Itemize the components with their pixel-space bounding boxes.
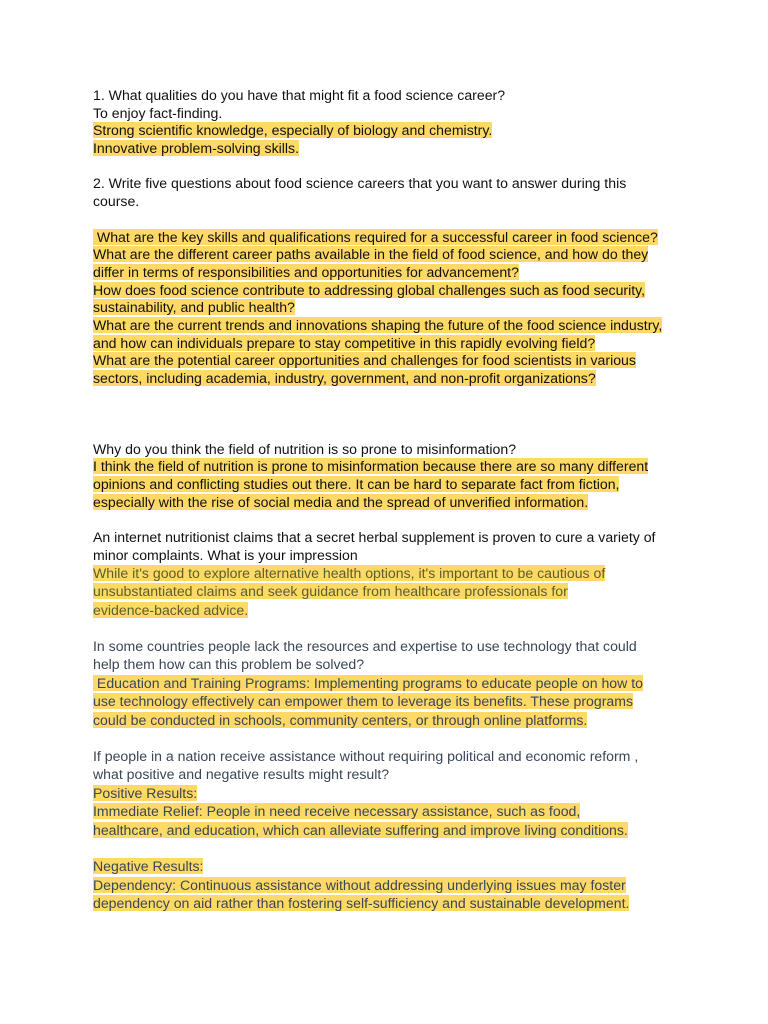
- q3-question: Why do you think the field of nutrition is so prone to misinformation?: [93, 440, 517, 457]
- q6-block: [93, 748, 693, 914]
- q1-question: 1. What qualities do you have that might fit a food science career?: [93, 87, 506, 103]
- q2-answer-line-8: What are the potential career opportunities and challenges for food scientists in various: [93, 352, 636, 369]
- q6-negative-line-1: Dependency: Continuous assistance without addressing underlying issues may foster: [93, 876, 626, 893]
- q5-answer-line-3: could be conducted in schools, community centers, or through online platforms.: [93, 711, 588, 728]
- q2-question-line-1: 2. Write five questions about food science careers that you want to answer during this: [93, 175, 627, 192]
- q6-question-line-1: If people in a nation receive assistance without requiring political and economic reform ,: [93, 747, 639, 764]
- q4-question-line-2: minor complaints. What is your impression: [93, 546, 358, 563]
- q5-question-line-1: In some countries people lack the resources and expertise to use technology that could: [93, 637, 637, 654]
- q5-answer-line-2: use technology effectively can empower them to leverage its benefits. These programs: [93, 693, 634, 710]
- q2-answer-line-4: How does food science contribute to addressing global challenges such as food security,: [93, 281, 646, 298]
- q2-answer-line-3: differ in terms of responsibilities and opportunities for advancement?: [93, 263, 519, 280]
- q3-answer-line-1: I think the field of nutrition is prone to misinformation because there are so many different: [93, 458, 649, 475]
- q2-block: [93, 175, 693, 387]
- q6-positive-line-2: healthcare, and education, which can alleviate suffering and improve living conditions.: [93, 821, 628, 838]
- q6-question-line-2: what positive and negative results might result?: [93, 766, 390, 783]
- q6-negative-heading: Negative Results:: [93, 858, 204, 875]
- q6-positive-line-1: Immediate Relief: People in need receive necessary assistance, such as food,: [93, 803, 581, 820]
- q1-answer-3: Innovative problem-solving skills.: [93, 140, 300, 157]
- q6-positive-heading: Positive Results:: [93, 784, 198, 801]
- q4-answer-line-2: unsubstantiated claims and seek guidance from healthcare professionals for: [93, 583, 568, 599]
- q3-answer-line-3: especially with the rise of social media and the spread of unverified information.: [93, 493, 589, 510]
- q2-answer-line-2: What are the different career paths available in the field of food science, and how do they: [93, 246, 649, 263]
- q2-answer-line-5: sustainability, and public health?: [93, 299, 295, 316]
- q5-question-line-2: help them how can this problem be solved?: [93, 656, 365, 673]
- q2-answer-line-1: What are the key skills and qualifications required for a successful career in food science?: [93, 228, 658, 245]
- q1-block: [93, 87, 693, 158]
- q4-block: [93, 529, 693, 620]
- q3-block: [93, 441, 693, 512]
- q3-answer-line-2: opinions and conflicting studies out there. It can be hard to separate fact from fiction,: [93, 476, 620, 493]
- q5-block: [93, 638, 693, 731]
- q4-question-line-1: An internet nutritionist claims that a secret herbal supplement is proven to cure a variety of: [93, 529, 656, 546]
- q1-answer-1: To enjoy fact-finding.: [93, 104, 223, 121]
- q4-answer-line-3: evidence-backed advice.: [93, 601, 249, 618]
- q2-answer-line-7: and how can individuals prepare to stay competitive in this rapidly evolving field?: [93, 334, 596, 351]
- q2-answer-line-6: What are the current trends and innovations shaping the future of the food science industry,: [93, 316, 663, 333]
- q6-negative-line-2: dependency on aid rather than fostering self-sufficiency and sustainable development.: [93, 895, 630, 912]
- document-page: [93, 87, 693, 914]
- q2-question-line-2: course.: [93, 193, 140, 210]
- q4-answer-line-1: While it's good to explore alternative health options, it's important to be cautious of: [93, 564, 606, 581]
- q2-answer-line-9: sectors, including academia, industry, government, and non-profit organizations?: [93, 370, 596, 386]
- q1-answer-2: Strong scientific knowledge, especially of biology and chemistry.: [93, 122, 493, 139]
- q5-answer-line-1: Education and Training Programs: Implementing programs to educate people on how to: [93, 674, 643, 691]
